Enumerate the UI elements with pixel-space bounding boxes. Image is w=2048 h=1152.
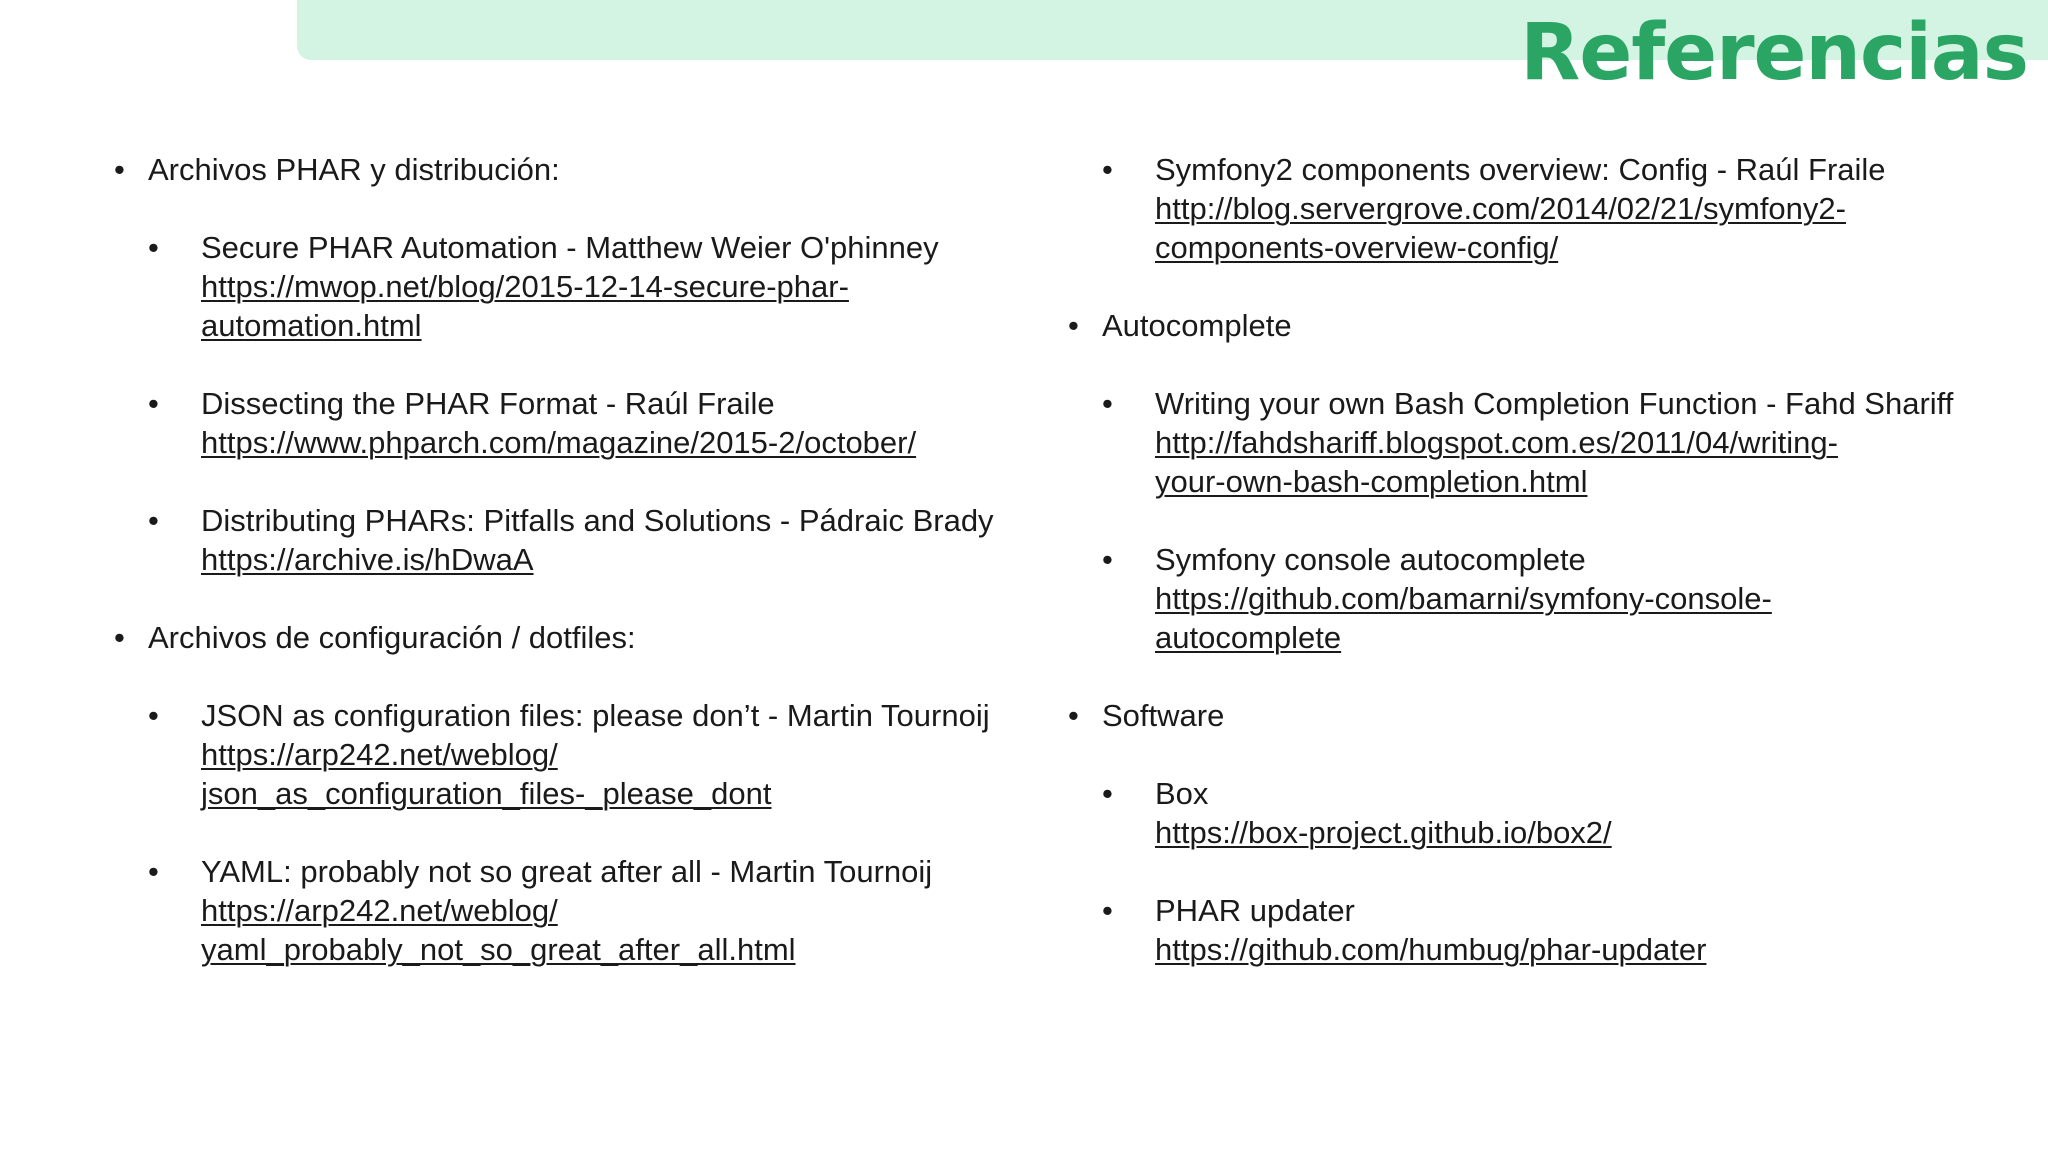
reference-title: Distributing PHARs: Pitfalls and Solutions - Pádraic Brady <box>201 503 994 538</box>
reference-link[interactable]: https://github.com/bamarni/symfony-console- autocomplete <box>1155 581 1772 655</box>
reference-title: Dissecting the PHAR Format - Raúl Fraile <box>201 386 775 421</box>
section-label: Archivos PHAR y distribución: <box>148 152 560 187</box>
section-software <box>1068 696 1968 969</box>
reference-title: Symfony2 components overview: Config - Raúl Fraile <box>1155 152 1886 187</box>
bullet: • <box>1068 698 1079 733</box>
section-phar-distribution <box>114 150 1014 579</box>
reference-item <box>1102 774 1968 852</box>
reference-item <box>1102 540 1968 657</box>
bullet: • <box>114 620 125 655</box>
reference-list <box>1102 150 1968 267</box>
reference-list <box>1102 384 1968 657</box>
reference-list <box>148 696 1014 969</box>
section-config-dotfiles <box>114 618 1014 969</box>
reference-item <box>1102 384 1968 501</box>
reference-link[interactable]: https://www.phparch.com/magazine/2015-2/october/ <box>201 425 917 460</box>
right-column <box>1068 150 1968 1008</box>
reference-item <box>148 228 1014 345</box>
bullet: • <box>1102 152 1113 187</box>
reference-item <box>1102 891 1968 969</box>
bullet: • <box>1102 776 1113 811</box>
reference-list <box>148 228 1014 579</box>
left-column <box>114 150 1014 1008</box>
bullet: • <box>148 854 159 889</box>
reference-link[interactable]: http://fahdshariff.blogspot.com.es/2011/04/writing- your-own-bash-completion.html <box>1155 425 1838 499</box>
reference-link[interactable]: https://github.com/humbug/phar-updater <box>1155 932 1707 967</box>
section-label: Autocomplete <box>1102 308 1292 343</box>
reference-item <box>148 384 1014 462</box>
reference-title: PHAR updater <box>1155 893 1355 928</box>
reference-link[interactable]: https://mwop.net/blog/2015-12-14-secure-phar- automation.html <box>201 269 849 343</box>
reference-title: Symfony console autocomplete <box>1155 542 1586 577</box>
reference-item <box>1102 150 1968 267</box>
reference-title: YAML: probably not so great after all - Martin Tournoij <box>201 854 933 889</box>
slide-title: Referencias <box>1520 8 2028 98</box>
reference-title: JSON as configuration files: please don’t - Martin Tournoij <box>201 698 990 733</box>
reference-title: Writing your own Bash Completion Function - Fahd Shariff <box>1155 386 1954 421</box>
reference-link[interactable]: https://arp242.net/weblog/ json_as_configuration_files-_please_dont <box>201 737 772 811</box>
bullet: • <box>148 386 159 421</box>
section-label: Archivos de configuración / dotfiles: <box>148 620 636 655</box>
reference-title: Box <box>1155 776 1209 811</box>
reference-item <box>148 696 1014 813</box>
section-autocomplete <box>1068 306 1968 657</box>
reference-link[interactable]: http://blog.servergrove.com/2014/02/21/symfony2- components-overview-config/ <box>1155 191 1846 265</box>
reference-list <box>1102 774 1968 969</box>
bullet: • <box>148 230 159 265</box>
bullet: • <box>1102 542 1113 577</box>
bullet: • <box>148 503 159 538</box>
bullet: • <box>148 698 159 733</box>
reference-link[interactable]: https://arp242.net/weblog/ yaml_probably_not_so_great_after_all.html <box>201 893 796 967</box>
reference-link[interactable]: https://archive.is/hDwaA <box>201 542 534 577</box>
reference-item <box>148 501 1014 579</box>
reference-link[interactable]: https://box-project.github.io/box2/ <box>1155 815 1612 850</box>
reference-item <box>148 852 1014 969</box>
reference-title: Secure PHAR Automation - Matthew Weier O'phinney <box>201 230 939 265</box>
bullet: • <box>1102 386 1113 421</box>
bullet: • <box>114 152 125 187</box>
bullet: • <box>1068 308 1079 343</box>
bullet: • <box>1102 893 1113 928</box>
section-label: Software <box>1102 698 1225 733</box>
